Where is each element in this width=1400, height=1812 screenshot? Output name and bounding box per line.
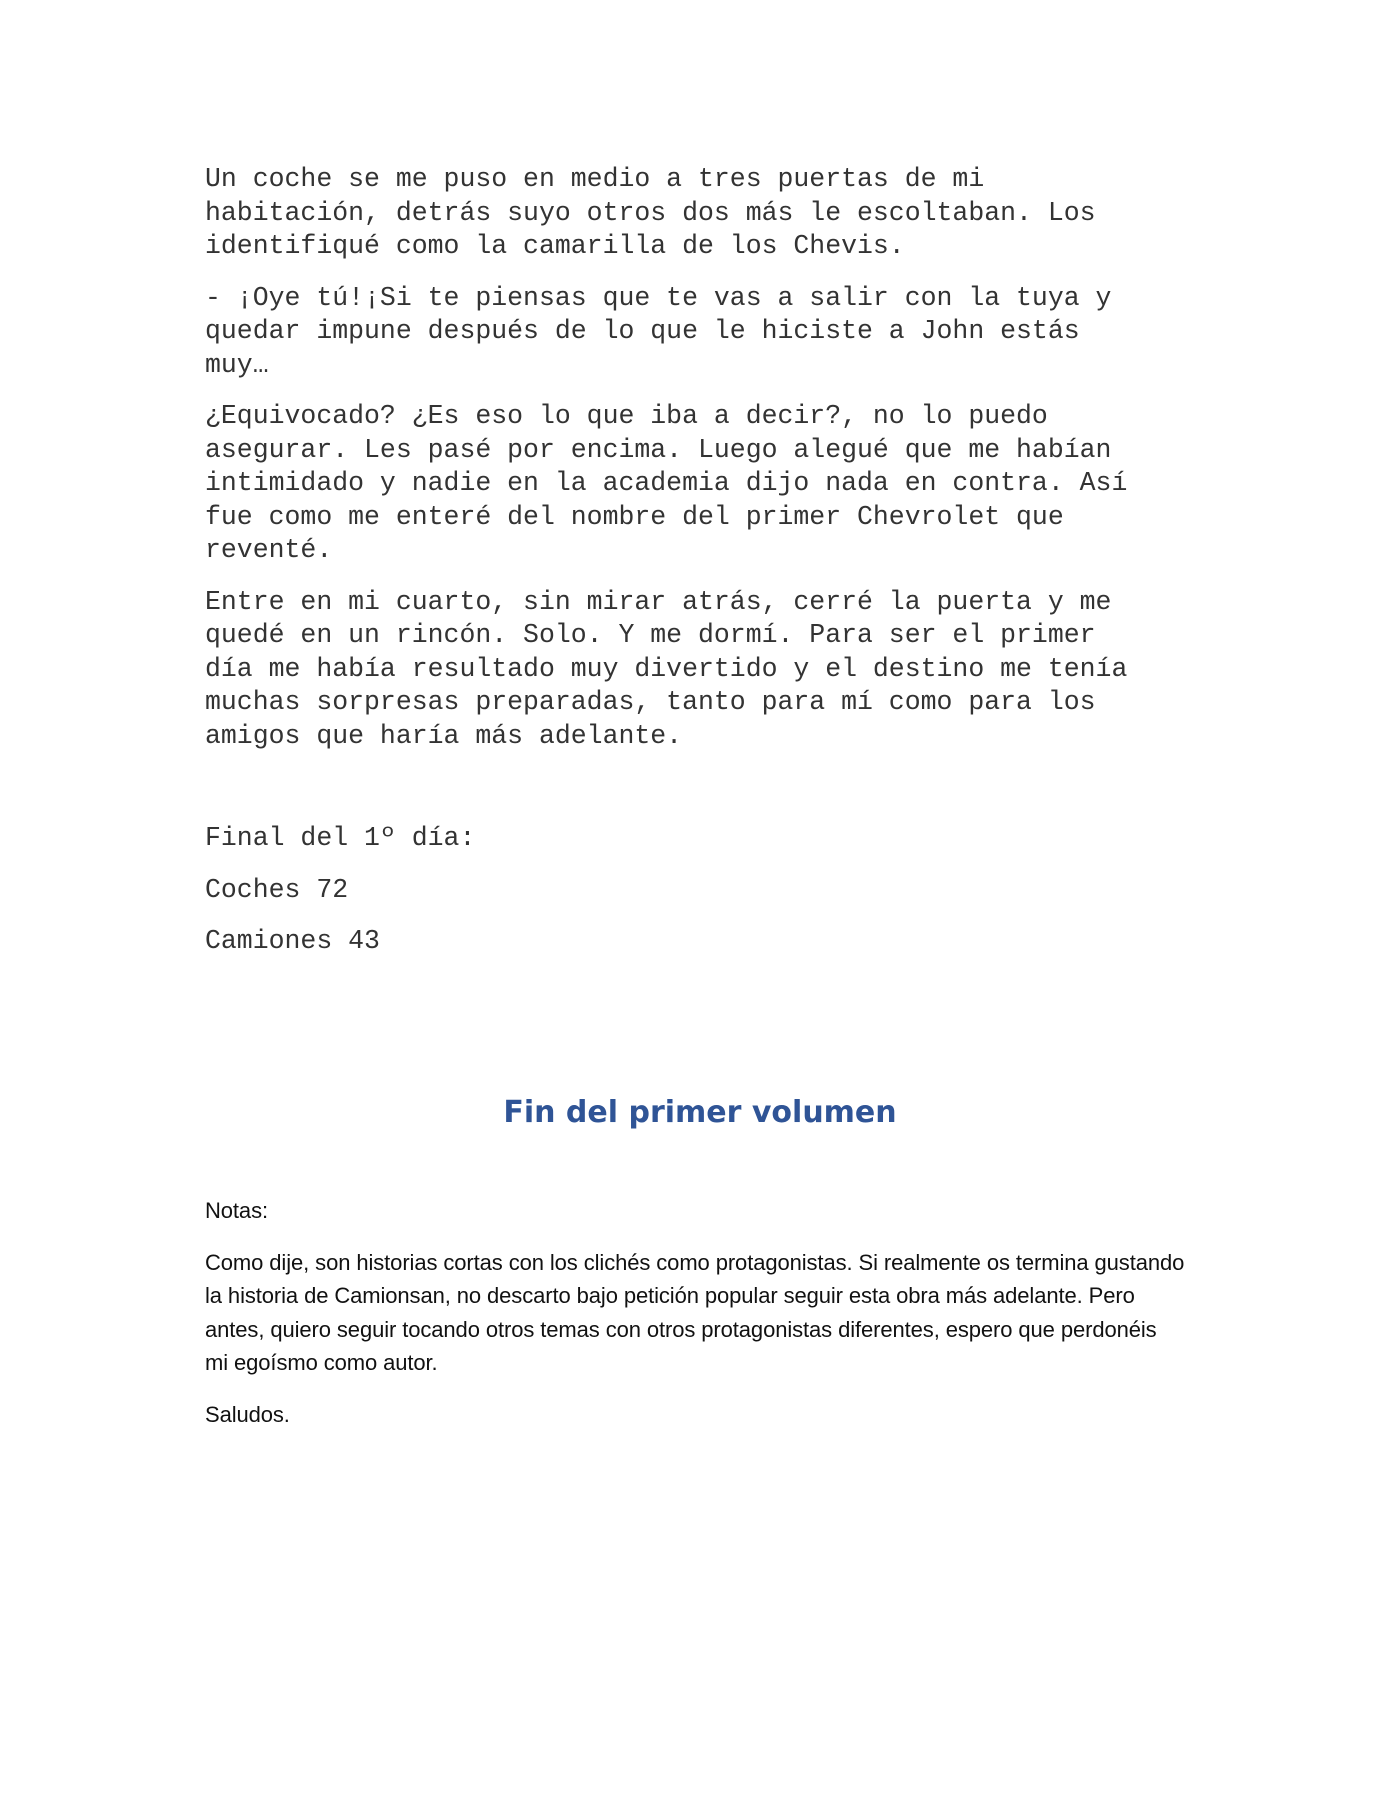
notes-section <box>205 1194 1185 1449</box>
trucks-count: Camiones 43 <box>205 926 380 956</box>
story-paragraph-2: - ¡Oye tú!¡Si te piensas que te vas a salir con la tuya y quedar impune después de lo que le hiciste a John estás muy… <box>205 282 1112 380</box>
story-paragraph-1: Un coche se me puso en medio a tres puertas de mi habitación, detrás suyo otros dos más le escoltaban. Los identifiqué como la camarilla de los Chevis. <box>205 164 1096 261</box>
notes-sign-off: Saludos. <box>205 1401 290 1427</box>
story-paragraph-3: ¿Equivocado? ¿Es eso lo que iba a decir?, no lo puedo asegurar. Les pasé por encima. Luego alegué que me habían intimidado y nadie en la academia dijo nada en contra. Así fue como me enteré del nombre del primer Chevrolet que reventé. <box>205 401 1128 565</box>
story-section <box>205 163 1205 771</box>
volume-end-heading: Fin del primer volumen <box>503 1095 897 1130</box>
notes-label: Notas: <box>205 1198 268 1223</box>
cars-count: Coches 72 <box>205 874 349 905</box>
story-paragraph-4: Entre en mi cuarto, sin mirar atrás, cerré la puerta y me quedé en un rincón. Solo. Y me dormí. Para ser el primer día me había resultado muy divertido y el destino me tenía muchas sorpresas preparadas, tanto para mí como para los amigos que haría más adelante. <box>205 586 1128 751</box>
day-summary <box>205 822 1105 977</box>
day-summary-title: Final del 1º día: <box>205 823 476 853</box>
notes-body: Como dije, son historias cortas con los clichés como protagonistas. Si realmente os termina gustando la historia de Camionsan, no descarto bajo petición popular seguir esta obra más adelante. Pero antes, quiero seguir tocando otros temas con otros protagonistas diferentes, espero que perdonéis mi egoísmo como autor. <box>205 1249 1185 1375</box>
